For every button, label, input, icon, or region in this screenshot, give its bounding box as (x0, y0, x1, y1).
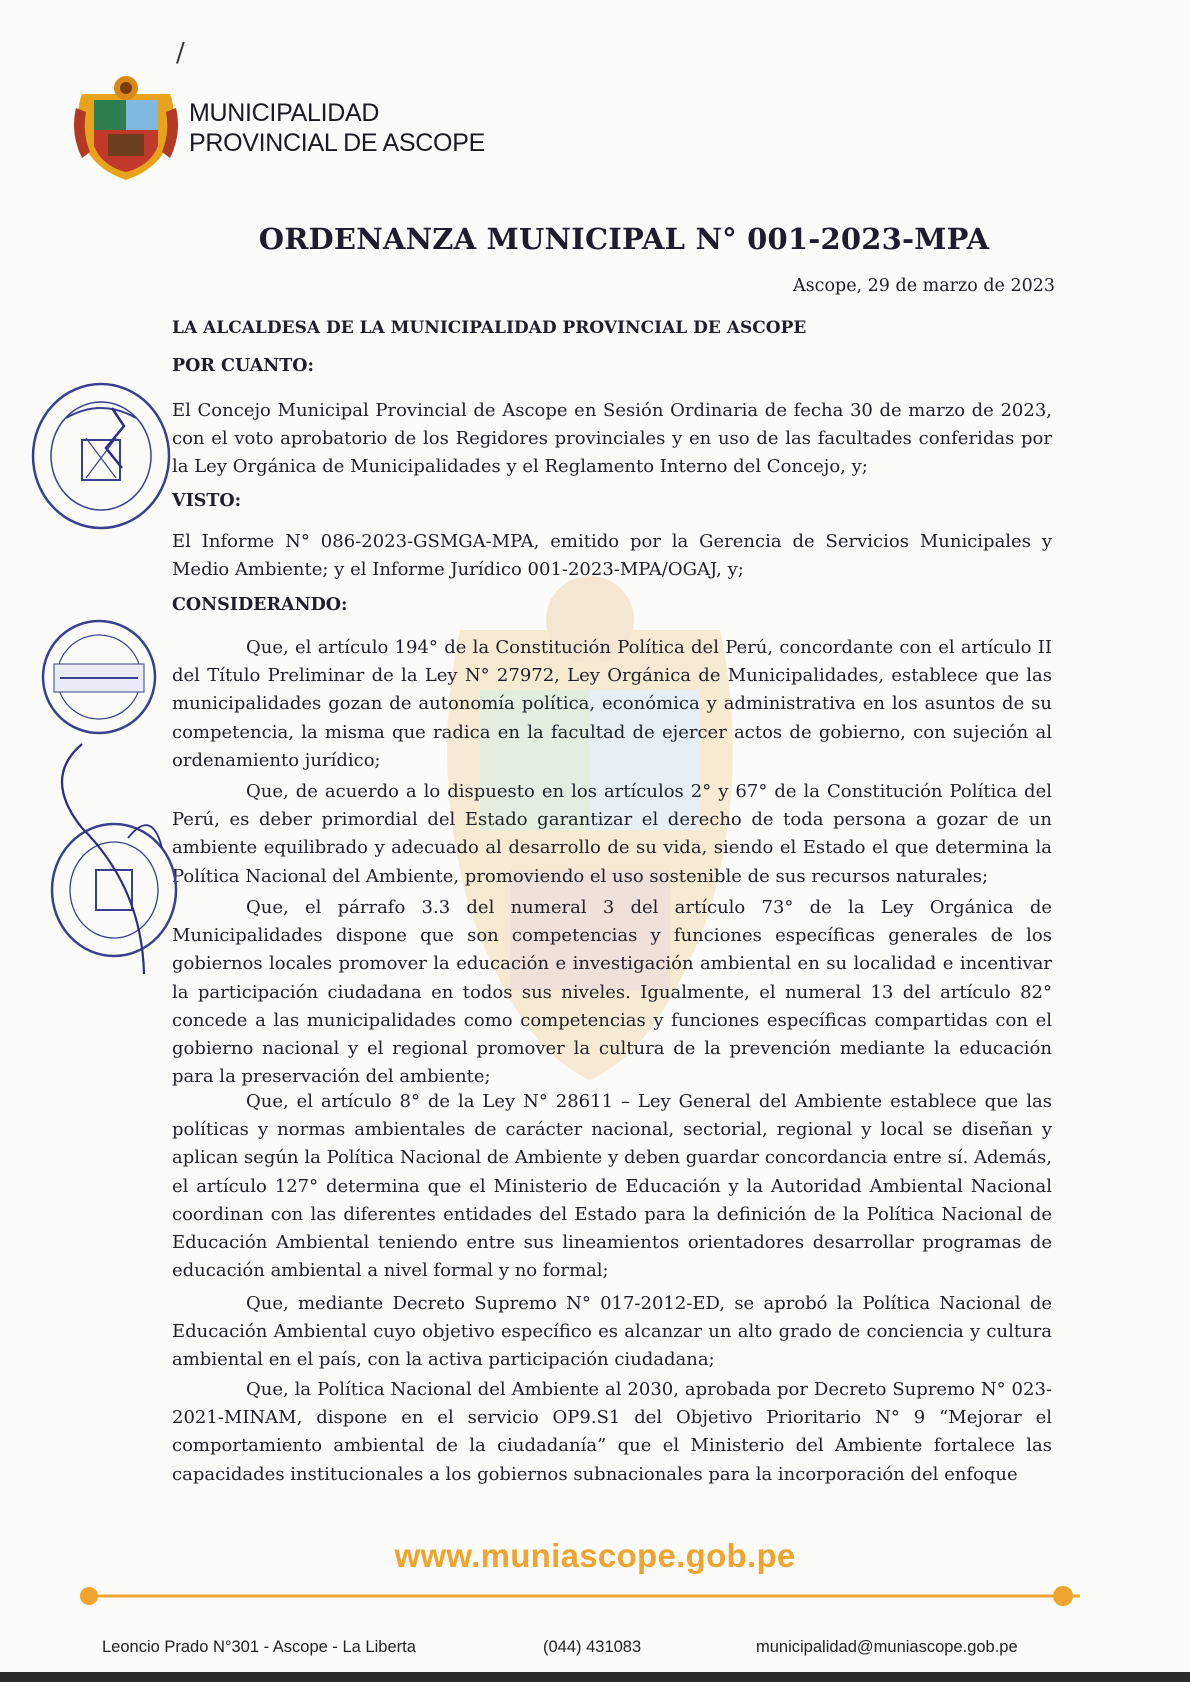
considerando-paragraph-3 (172, 894, 1052, 1091)
municipality-name-line1: MUNICIPALIDAD (189, 99, 380, 127)
por-cuanto-heading: POR CUANTO: (172, 356, 314, 376)
considerando-text: Que, el artículo 194° de la Constitución Política del Perú, concordante con el artículo II del Título Preliminar de la Ley N° 27972, Ley Orgánica de Municipalidades, establece que las municipalidades gozan de autonomía política, económica y administrativa en los asuntos de su competencia, la misma que radica en la facultad de ejercer actos de gobierno, con sujeción al ordenamiento jurídico; (172, 637, 1052, 771)
municipality-name-line2: PROVINCIAL DE ASCOPE (189, 129, 485, 157)
considerando-paragraph-4 (172, 1088, 1052, 1285)
document-title-text: ORDENANZA MUNICIPAL N° 001-2023-MPA (258, 222, 990, 256)
footer-divider (80, 1583, 1080, 1609)
alcaldia-vobo-stamp (26, 378, 176, 538)
considerando-text: Que, el artículo 8° de la Ley N° 28611 – Ley General del Ambiente establece que las políticas y normas ambientales de carácter nacional, sectorial, regional y local se diseñan y aplican según la Política Nacional de Ambiente y deben guardar concordancia entre sí. Además, el artículo 127° determina que el Ministerio de Educación y la Autoridad Ambiental Nacional coordinan con las diferentes entidades del Estado para la definición de la Política Nacional de Educación Ambiental teniendo entre sus lineamientos orientadores desarrollar programas de educación ambiental a nivel formal y no formal; (172, 1091, 1052, 1282)
document-date: Ascope, 29 de marzo de 2023 (793, 276, 1055, 296)
municipality-name (189, 98, 485, 158)
scan-bottom-edge (0, 1672, 1190, 1682)
considerando-paragraph-6 (172, 1376, 1052, 1489)
footer-website[interactable]: www.muniascope.gob.pe (394, 1537, 796, 1574)
footer-email[interactable]: municipalidad@muniascope.gob.pe (756, 1638, 1018, 1656)
procuraduria-stamp-with-signature (32, 738, 182, 988)
municipal-coat-of-arms-logo (72, 74, 180, 184)
considerando-text: Que, el párrafo 3.3 del numeral 3 del artículo 73° de la Ley Orgánica de Municipalidades dispone que son competencias y funciones específicas generales de los gobiernos locales promover la educación e investigación ambiental en su localidad e incentivar la participación ciudadana en todos sus niveles. Igualmente, el numeral 13 del artículo 82° concede a las municipalidades como competencias y funciones específicas compartidas con el gobierno nacional y el regional promover la cultura de la prevención mediante la educación para la preservación del ambiente; (172, 897, 1052, 1088)
footer-phone: (044) 431083 (543, 1638, 642, 1656)
visto-heading: VISTO: (172, 491, 242, 511)
issuer-heading: LA ALCALDESA DE LA MUNICIPALIDAD PROVINCIAL DE ASCOPE (172, 318, 807, 338)
visto-paragraph: El Informe N° 086-2023-GSMGA-MPA, emitido por la Gerencia de Servicios Municipales y Medio Ambiente; y el Informe Jurídico 001-2023-MPA/OGAJ, y; (172, 531, 1052, 581)
considerando-heading: CONSIDERANDO: (172, 595, 348, 615)
footer-address: Leoncio Prado N°301 - Ascope - La Liberta (102, 1638, 416, 1656)
considerando-text: Que, la Política Nacional del Ambiente al 2030, aprobada por Decreto Supremo N° 023-2021-MINAM, dispone en el servicio OP9.S1 del Objetivo Prioritario N° 9 “Mejorar el comportamiento ambiental de la ciudadanía” que el Ministerio del Ambiente fortalece las capacidades institucionales a los gobiernos subnacionales para la incorporación del enfoque (172, 1379, 1052, 1485)
considerando-paragraph-5 (172, 1290, 1052, 1375)
considerando-text: Que, mediante Decreto Supremo N° 017-2012-ED, se aprobó la Política Nacional de Educación Ambiental cuyo objetivo específico es alcanzar un alto grado de conciencia y cultura ambiental en el país, con la activa participación ciudadana; (172, 1293, 1052, 1371)
considerando-text: Que, de acuerdo a lo dispuesto en los artículos 2° y 67° de la Constitución Política del Perú, es deber primordial del Estado garantizar el derecho de toda persona a gozar de un ambiente equilibrado y adecuado al desarrollo de su vida, siendo el Estado el que determina la Política Nacional del Ambiente, promoviendo el uso sostenible de sus recursos naturales; (172, 781, 1052, 887)
document-title (0, 222, 1190, 256)
considerando-paragraph-2 (172, 778, 1052, 891)
secretaria-general-stamp (40, 618, 158, 736)
considerando-paragraph-1 (172, 634, 1052, 775)
handwritten-mark: / (176, 38, 185, 68)
por-cuanto-paragraph: El Concejo Municipal Provincial de Ascope en Sesión Ordinaria de fecha 30 de marzo de 2023, con el voto aprobatorio de los Regidores provinciales y en uso de las facultades conferidas por la Ley Orgánica de Municipalidades y el Reglamento Interno del Concejo, y; (172, 400, 1052, 478)
